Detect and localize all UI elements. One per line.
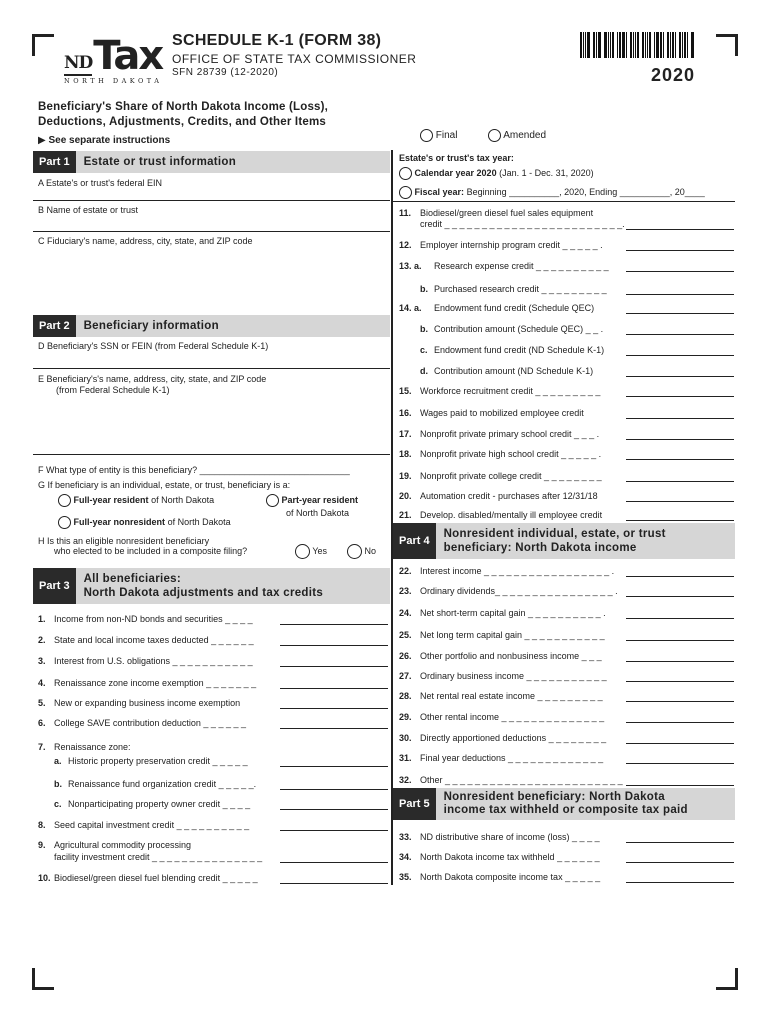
amount-line[interactable] [626, 640, 734, 641]
line-text: Research expense credit _ _ _ _ _ _ _ _ _ _ [434, 261, 609, 271]
fiscal-year-radio[interactable] [399, 186, 412, 199]
full-year-resident-radio[interactable] [58, 494, 71, 507]
barcode-bar [679, 32, 681, 58]
amended-radio[interactable] [488, 129, 501, 142]
intro-heading-line2: Deductions, Adjustments, Credits, and Other Items [38, 116, 326, 128]
part1-title: Estate or trust information [83, 156, 237, 168]
line-number: 14. a. [399, 303, 422, 313]
line-text: College SAVE contribution deduction _ _ _ _ _ _ [54, 718, 246, 728]
field-e-sub: (from Federal Schedule K-1) [56, 385, 170, 395]
line-text: Purchased research credit _ _ _ _ _ _ _ _ _ [434, 284, 607, 294]
amount-line[interactable] [626, 294, 734, 295]
form-title: SCHEDULE K-1 (FORM 38) [172, 32, 382, 49]
part5-label: Part 5 [393, 788, 436, 820]
part4-label: Part 4 [393, 523, 436, 559]
line-number: 2. [38, 635, 46, 645]
amount-line[interactable] [626, 501, 734, 502]
amount-line[interactable] [626, 701, 734, 702]
line-number: 31. [399, 753, 412, 763]
fiscal-year-range: Beginning __________, 2020, Ending __________, 20____ [466, 186, 705, 197]
composite-no-option[interactable] [347, 544, 376, 559]
line-number: b. [420, 284, 428, 294]
barcode-bar [687, 32, 688, 58]
field-b-line[interactable] [33, 231, 390, 232]
part5-title-line1: Nonresident beneficiary: North Dakota [443, 791, 665, 803]
part3-label: Part 3 [33, 568, 76, 604]
line-number: 11. [399, 208, 412, 218]
line-number: b. [420, 324, 428, 334]
barcode-bar [610, 32, 611, 58]
line-text: Seed capital investment credit _ _ _ _ _ _ _ _ _ _ [54, 820, 250, 830]
part3-header [33, 568, 390, 604]
line-text: Ordinary business income _ _ _ _ _ _ _ _ _ _ _ [420, 671, 607, 681]
full-year-resident-of-nd: of North Dakota [151, 494, 215, 505]
calendar-year-option[interactable] [399, 167, 594, 180]
line-text: Interest income _ _ _ _ _ _ _ _ _ _ _ _ _ _ _ _ _ . [420, 566, 615, 576]
barcode-bar [585, 32, 586, 58]
amount-line[interactable] [626, 681, 734, 682]
barcode-bar [672, 32, 675, 58]
line-number: 35. [399, 872, 412, 882]
line-text: Final year deductions _ _ _ _ _ _ _ _ _ _ _ _ _ [420, 753, 604, 763]
composite-yes-radio[interactable] [295, 544, 310, 559]
line-number: 30. [399, 733, 412, 743]
line-number: 16. [399, 408, 412, 418]
part2-title: Beneficiary information [83, 320, 219, 332]
part-year-resident-label: Part-year resident [281, 494, 359, 505]
amount-line[interactable] [280, 666, 388, 667]
part3-title-line2: North Dakota adjustments and tax credits [83, 587, 324, 599]
line-text: Other rental income _ _ _ _ _ _ _ _ _ _ _ _ _ _ [420, 712, 605, 722]
final-label: Final [435, 130, 458, 142]
amount-line[interactable] [626, 882, 734, 883]
field-f-label: F What type of entity is this beneficiary? ______________________________ [38, 465, 350, 475]
amount-line[interactable] [626, 842, 734, 843]
amount-line[interactable] [626, 271, 734, 272]
line-text: Nonprofit private primary school credit _ _ _ . [420, 429, 600, 439]
line-number: 13. a. [399, 261, 422, 271]
line-text: Wages paid to mobilized employee credit [420, 408, 584, 418]
corner-mark-top-left [32, 34, 54, 56]
line-number: 15. [399, 386, 412, 396]
amount-line[interactable] [626, 596, 734, 597]
line-text: Interest from U.S. obligations _ _ _ _ _ _ _ _ _ _ _ [54, 656, 253, 666]
line-number: 19. [399, 471, 412, 481]
part-year-resident-option[interactable] [266, 494, 358, 507]
line-number: c. [54, 799, 62, 809]
amount-line[interactable] [280, 624, 388, 625]
part4-title-line2: beneficiary: North Dakota income [443, 542, 637, 554]
barcode [580, 32, 694, 58]
calendar-year-label: Calendar year 2020 [414, 167, 497, 178]
line-text: Other _ _ _ _ _ _ _ _ _ _ _ _ _ _ _ _ _ _ _ _ _ _ _ _ [420, 775, 623, 785]
line-text: Employer internship program credit _ _ _ _ _ . [420, 240, 603, 250]
barcode-bar [580, 32, 582, 58]
amended-label: Amended [503, 130, 547, 142]
part4-title-line1: Nonresident individual, estate, or trust [443, 528, 666, 540]
amended-option[interactable] [488, 129, 546, 142]
barcode-bar [599, 32, 601, 58]
line-number: 33. [399, 832, 412, 842]
logo-tax: Tax [93, 33, 163, 79]
tax-year-underline [393, 201, 735, 202]
full-year-nonresident-radio[interactable] [58, 516, 71, 529]
barcode-bar [596, 32, 597, 58]
line-number: 26. [399, 651, 412, 661]
line-number: 20. [399, 491, 412, 501]
amount-line[interactable] [280, 789, 388, 790]
barcode-bar [630, 32, 632, 58]
barcode-bar [691, 32, 694, 58]
agency-name: OFFICE OF STATE TAX COMMISSIONER [172, 52, 417, 66]
line-number: 6. [38, 718, 46, 728]
triangle-right-icon: ▶ [38, 135, 46, 146]
line-text: New or expanding business income exemption [54, 698, 241, 708]
line-text: North Dakota income tax withheld _ _ _ _ _ _ [420, 852, 600, 862]
barcode-bar [635, 32, 636, 58]
line-number: 9. [38, 840, 46, 850]
composite-no-radio[interactable] [347, 544, 362, 559]
line-text: Other portfolio and nonbusiness income _ _ _ [420, 651, 602, 661]
tax-year-label: Estate's or trust's tax year: [399, 153, 514, 163]
barcode-bar [642, 32, 644, 58]
amount-line[interactable] [626, 355, 734, 356]
field-b-label: B Name of estate or trust [38, 205, 139, 215]
amount-line[interactable] [626, 618, 734, 619]
barcode-bar [617, 32, 618, 58]
part5-header [393, 788, 735, 820]
line-text: ND distributive share of income (loss) _ _ _ _ [420, 832, 600, 842]
field-a-label: A Estate's or trust's federal EIN [38, 178, 162, 188]
barcode-bar [612, 32, 614, 58]
amount-line[interactable] [626, 396, 734, 397]
part3-title-line1: All beneficiaries: [83, 573, 182, 585]
line-number: 32. [399, 775, 412, 785]
barcode-bar [684, 32, 686, 58]
amount-line[interactable] [626, 334, 734, 335]
part-year-resident-radio[interactable] [266, 494, 279, 507]
field-c-label: C Fiduciary's name, address, city, state, and ZIP code [38, 236, 253, 246]
fiscal-year-label: Fiscal year: [414, 186, 465, 197]
part1-header [33, 151, 390, 173]
line-number: 1. [38, 614, 46, 624]
barcode-bar [622, 32, 625, 58]
barcode-bar [656, 32, 659, 58]
line-text: credit _ _ _ _ _ _ _ _ _ _ _ _ _ _ _ _ _ _ _ _ _ _ _ _. [420, 219, 625, 229]
line-number: 7. [38, 742, 46, 752]
line-text: Nonparticipating property owner credit _ _ _ _ [68, 799, 251, 809]
line-number: 18. [399, 449, 412, 459]
barcode-bar [608, 32, 609, 58]
line-text: Endowment fund credit (ND Schedule K-1) [434, 345, 605, 355]
nd-tax-logo [64, 33, 163, 85]
line-number: 34. [399, 852, 412, 862]
line-number: 4. [38, 678, 46, 688]
field-e-line[interactable] [33, 454, 390, 455]
line-number: 5. [38, 698, 46, 708]
barcode-bar [637, 32, 640, 58]
line-number: 25. [399, 630, 412, 640]
barcode-bar [645, 32, 646, 58]
line-text: Net rental real estate income _ _ _ _ _ _ _ _ _ [420, 691, 603, 701]
line-number: b. [54, 779, 62, 789]
amount-line[interactable] [626, 576, 734, 577]
full-year-resident-option[interactable] [58, 494, 214, 507]
line-text: Directly apportioned deductions _ _ _ _ _ _ _ _ [420, 733, 607, 743]
line-number: c. [420, 345, 428, 355]
field-d-label: D Beneficiary's SSN or FEIN (from Federal Schedule K-1) [38, 341, 269, 351]
line-text: Contribution amount (ND Schedule K-1) [434, 366, 594, 376]
part-year-of-nd: of North Dakota [286, 508, 350, 518]
amount-line[interactable] [280, 728, 388, 729]
line-text: North Dakota composite income tax _ _ _ _ _ [420, 872, 601, 882]
amount-line[interactable] [280, 708, 388, 709]
full-year-nonresident-of-nd: of North Dakota [167, 516, 231, 527]
line-text: Nonprofit private high school credit _ _ _ _ _ . [420, 449, 602, 459]
field-h-sub: who elected to be included in a composite filing? [54, 546, 248, 556]
line-text: Income from non-ND bonds and securities _ _ _ _ [54, 614, 253, 624]
line-text: Agricultural commodity processing [54, 840, 192, 850]
amount-line[interactable] [626, 439, 734, 440]
amount-line[interactable] [626, 520, 734, 521]
barcode-bar [660, 32, 662, 58]
amount-line[interactable] [626, 418, 734, 419]
field-a-line[interactable] [33, 200, 390, 201]
corner-mark-top-right [716, 34, 738, 56]
line-text: Biodiesel/green diesel fuel sales equipment [420, 208, 594, 218]
amount-line[interactable] [626, 743, 734, 744]
field-g-label: G If beneficiary is an individual, estate, or trust, beneficiary is a: [38, 480, 291, 490]
line-number: 3. [38, 656, 46, 666]
field-h-label: H Is this an eligible nonresident beneficiary [38, 536, 210, 546]
line-number: 8. [38, 820, 46, 830]
line-text: Historic property preservation credit _ _ _ _ _ [68, 756, 248, 766]
part4-header [393, 523, 735, 559]
composite-no-label: No [364, 545, 377, 556]
line-number: 12. [399, 240, 412, 250]
calendar-year-radio[interactable] [399, 167, 412, 180]
amount-line[interactable] [626, 250, 734, 251]
full-year-nonresident-option[interactable] [58, 516, 231, 529]
amount-line[interactable] [626, 376, 734, 377]
barcode-bar [670, 32, 671, 58]
amount-line[interactable] [626, 229, 734, 230]
amount-line[interactable] [280, 645, 388, 646]
line-text: State and local income taxes deducted _ _ _ _ _ _ [54, 635, 254, 645]
logo-subtitle: NORTH DAKOTA [64, 77, 163, 85]
part1-label: Part 1 [33, 151, 76, 173]
field-e-label: E Beneficiary's's name, address, city, state, and ZIP code [38, 374, 267, 384]
barcode-bar [667, 32, 669, 58]
line-number: 24. [399, 608, 412, 618]
barcode-bar [647, 32, 648, 58]
line-text: Develop. disabled/mentally ill employee credit [420, 510, 603, 520]
part2-header [33, 315, 390, 337]
barcode-bar [682, 32, 683, 58]
line-text: Nonprofit private college credit _ _ _ _ _ _ _ _ [420, 471, 602, 481]
tax-year: 2020 [651, 65, 696, 85]
see-instructions-text: See separate instructions [48, 135, 171, 146]
line-text: Net long term capital gain _ _ _ _ _ _ _ _ _ _ _ [420, 630, 605, 640]
line-text: Renaissance zone income exemption _ _ _ _ _ _ _ [54, 678, 257, 688]
final-option[interactable] [420, 129, 457, 142]
full-year-nonresident-label: Full-year nonresident [73, 516, 166, 527]
line-text: Renaissance fund organization credit _ _ _ _ _. [68, 779, 257, 789]
amount-line[interactable] [626, 459, 734, 460]
line-number: 10. [38, 873, 51, 883]
line-number: 23. [399, 586, 412, 596]
column-divider [391, 150, 393, 885]
part5-title-line2: income tax withheld or composite tax paid [443, 804, 688, 816]
field-d-line[interactable] [33, 368, 390, 369]
intro-heading-line1: Beneficiary's Share of North Dakota Income (Loss), [38, 101, 329, 113]
barcode-bar [649, 32, 651, 58]
line-number: d. [420, 366, 428, 376]
line-text: Workforce recruitment credit _ _ _ _ _ _ _ _ _ [420, 386, 601, 396]
amount-line[interactable] [280, 809, 388, 810]
amount-line[interactable] [626, 763, 734, 764]
amount-line[interactable] [626, 862, 734, 863]
composite-yes-option[interactable] [295, 544, 327, 559]
barcode-bar [633, 32, 634, 58]
barcode-bar [619, 32, 621, 58]
line-text: Biodiesel/green diesel fuel blending credit _ _ _ _ _ [54, 873, 258, 883]
amount-line[interactable] [280, 862, 388, 863]
part2-label: Part 2 [33, 315, 76, 337]
line-number: 22. [399, 566, 412, 576]
line-number: 29. [399, 712, 412, 722]
amount-line[interactable] [626, 481, 734, 482]
amount-line[interactable] [626, 661, 734, 662]
barcode-bar [675, 32, 676, 58]
amount-line[interactable] [280, 766, 388, 767]
barcode-bar [626, 32, 627, 58]
barcode-bar [587, 32, 590, 58]
line-text: Net short-term capital gain _ _ _ _ _ _ _ _ _ _ . [420, 608, 606, 618]
barcode-bar [663, 32, 664, 58]
amount-line[interactable] [280, 830, 388, 831]
amount-line[interactable] [626, 313, 734, 314]
line-text: Endowment fund credit (Schedule QEC) [434, 303, 595, 313]
corner-mark-bottom-left [32, 968, 54, 990]
see-instructions [38, 135, 170, 146]
line-number: 21. [399, 510, 412, 520]
barcode-bar [604, 32, 607, 58]
amount-line[interactable] [280, 688, 388, 689]
amount-line[interactable] [626, 785, 734, 786]
amount-line[interactable] [626, 722, 734, 723]
calendar-year-range: (Jan. 1 - Dec. 31, 2020) [499, 167, 594, 178]
barcode-bar [593, 32, 595, 58]
fiscal-year-option[interactable] [399, 186, 705, 199]
line-text: Ordinary dividends_ _ _ _ _ _ _ _ _ _ _ _ _ _ _ _ . [420, 586, 618, 596]
line-text: facility investment credit _ _ _ _ _ _ _ _ _ _ _ _ _ _ _ [54, 852, 263, 862]
line-number: 27. [399, 671, 412, 681]
barcode-bar [583, 32, 584, 58]
sfn-number: SFN 28739 (12-2020) [172, 67, 279, 78]
barcode-bar [654, 32, 655, 58]
line-number: 17. [399, 429, 412, 439]
line-number: a. [54, 756, 62, 766]
line-text: Renaissance zone: [54, 742, 131, 752]
final-radio[interactable] [420, 129, 433, 142]
amount-line[interactable] [280, 883, 388, 884]
barcode-bar [598, 32, 599, 58]
composite-yes-label: Yes [312, 545, 328, 556]
line-text: Contribution amount (Schedule QEC) _ _ . [434, 324, 604, 334]
line-number: 28. [399, 691, 412, 701]
full-year-resident-label: Full-year resident [73, 494, 149, 505]
corner-mark-bottom-right [716, 968, 738, 990]
logo-nd: ND [64, 53, 92, 76]
line-text: Automation credit - purchases after 12/31/18 [420, 491, 598, 501]
